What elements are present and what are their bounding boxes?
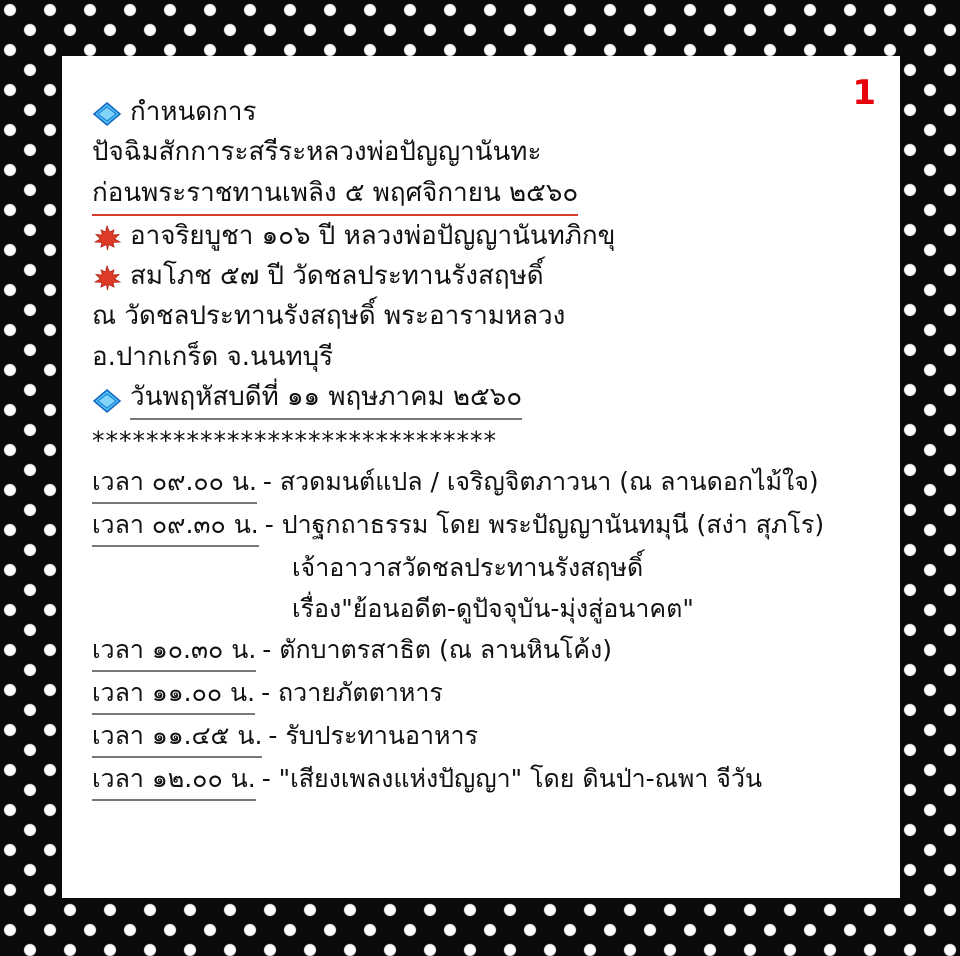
schedule-row [92,715,870,758]
schedule-time: เวลา ๑๑.๐๐ น. [92,672,255,715]
schedule-list [92,461,870,801]
schedule-row [92,461,870,504]
header-line-4 [92,216,870,256]
schedule-time: เวลา ๐๙.๓๐ น. [92,504,259,547]
schedule-description: - ปาฐกถาธรรม โดย พระปัญญานันทมุนี (สง่า สุภโร) [264,510,825,540]
poster-paper [62,56,900,898]
schedule-continuation: เรื่อง"ย้อนอดีต-ดูปัจจุบัน-มุ่งสู่อนาคต" [292,594,694,624]
header-line-8 [92,377,870,420]
red-maple-leaf-icon [92,265,122,291]
header-line-5 [92,256,870,296]
page-number: 1 [852,73,876,113]
schedule-description: - ถวายภัตตาหาร [261,678,443,708]
schedule-continuation: เจ้าอาวาสวัดชลประทานรังสฤษดิ์ [292,553,644,583]
blue-diamond-icon [92,388,122,414]
header-line-1 [92,92,870,132]
divider-asterisks: ****************************** [92,426,497,456]
header-line-4-text: อาจริยบูชา ๑๐๖ ปี หลวงพ่อปัญญานันทภิกขุ [130,220,616,251]
header-line-2-text: ปัจฉิมสักการะสรีระหลวงพ่อปัญญานันทะ [92,137,542,168]
header-line-7 [92,337,870,377]
schedule-time: เวลา ๑๑.๔๕ น. [92,715,262,758]
header-line-6-text: ณ วัดชลประทานรังสฤษดิ์ พระอารามหลวง [92,301,566,332]
header-line-6 [92,296,870,336]
schedule-time: เวลา ๑๒.๐๐ น. [92,758,256,801]
schedule-row [92,504,870,547]
schedule-time: เวลา ๐๙.๐๐ น. [92,461,257,504]
header-line-7-text: อ.ปากเกร็ด จ.นนทบุรี [92,341,334,372]
red-maple-leaf-icon [92,225,122,251]
header-block [92,92,870,420]
schedule-time: เวลา ๑๐.๓๐ น. [92,629,256,672]
schedule-row [92,758,870,801]
header-line-3 [92,173,870,216]
schedule-row [92,672,870,715]
schedule-description: - รับประทานอาหาร [268,721,479,751]
header-line-1-text: กำหนดการ [130,97,257,127]
header-line-8-text: วันพฤหัสบดีที่ ๑๑ พฤษภาคม ๒๕๖๐ [130,377,522,420]
blue-diamond-icon [92,101,122,127]
schedule-description: - ตักบาตรสาธิต (ณ ลานหินโค้ง) [262,635,612,665]
schedule-description: - สวดมนต์แปล / เจริญจิตภาวนา (ณ ลานดอกไม้ใจ) [262,467,819,497]
header-line-5-text: สมโภช ๕๗ ปี วัดชลประทานรังสฤษดิ์ [130,261,544,292]
header-line-2 [92,132,870,172]
header-line-3-text: ก่อนพระราชทานเพลิง ๕ พฤศจิกายน ๒๕๖๐ [92,173,578,216]
schedule-description: - "เสียงเพลงแห่งปัญญา" โดย ดินป่า-ณพา จีวัน [261,764,763,794]
schedule-row [92,629,870,672]
